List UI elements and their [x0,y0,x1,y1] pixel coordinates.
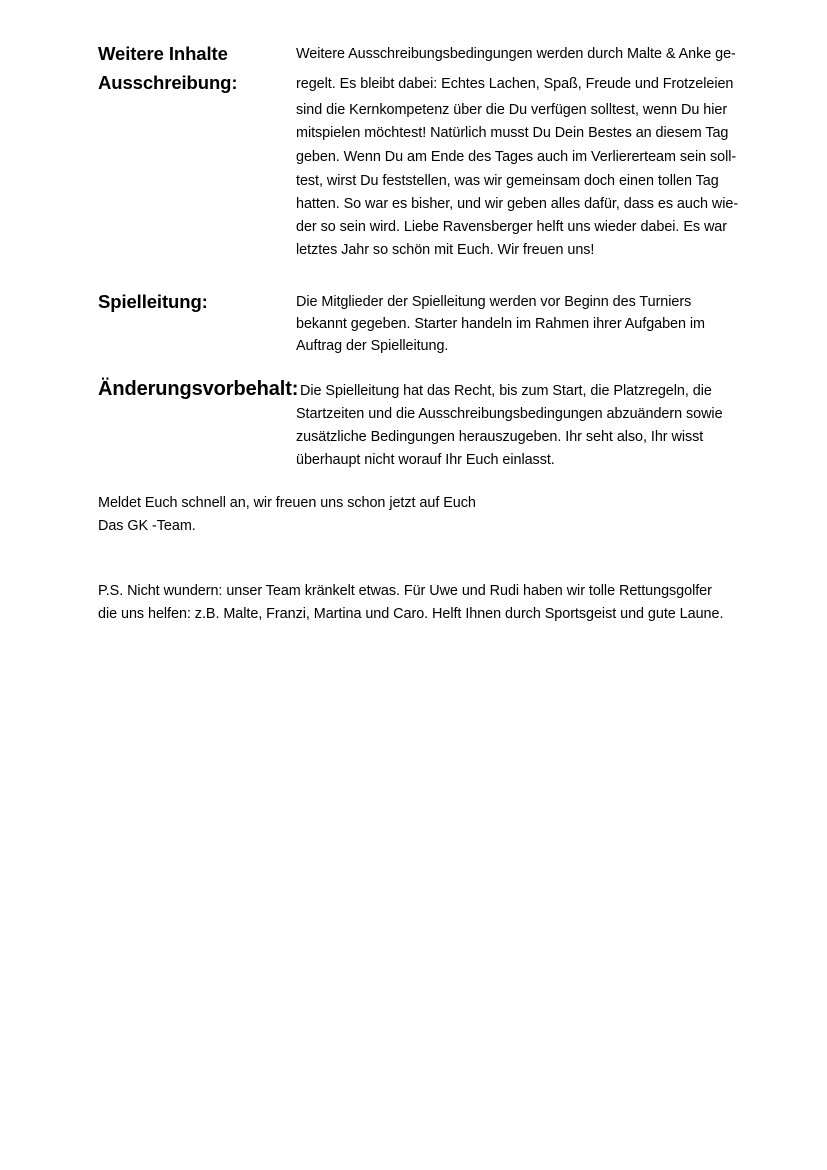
postscript-line: die uns helfen: z.B. Malte, Franzi, Martina und Caro. Helft Ihnen durch Sportsgeist und gute Laune. [98,606,724,622]
paragraph-line: zusätzliche Bedingungen herauszugeben. Ihr seht also, Ihr wisst [296,429,704,445]
section-heading-aenderungsvorbehalt: Änderungsvorbehalt: [98,378,299,400]
paragraph-line: Auftrag der Spielleitung. [296,338,449,354]
paragraph-line: hatten. So war es bisher, und wir geben alles dafür, dass es auch wie- [296,196,739,212]
paragraph-line: Die Mitglieder der Spielleitung werden vor Beginn des Turniers [296,294,692,310]
paragraph-line: regelt. Es bleibt dabei: Echtes Lachen, Spaß, Freude und Frotzeleien [296,76,734,92]
paragraph-line: geben. Wenn Du am Ende des Tages auch im Verliererteam sein soll- [296,149,737,165]
postscript-line: P.S. Nicht wundern: unser Team kränkelt etwas. Für Uwe und Rudi haben wir tolle Rettungsgolfer [98,583,712,599]
paragraph-line: Weitere Ausschreibungsbedingungen werden durch Malte & Anke ge- [296,46,736,62]
paragraph-line: mitspielen möchtest! Natürlich musst Du Dein Bestes an diesem Tag [296,125,729,141]
paragraph-line: sind die Kernkompetenz über die Du verfügen solltest, wenn Du hier [296,102,728,118]
section-heading-weitere-inhalte: Weitere Inhalte [98,43,228,64]
paragraph-line: Die Spielleitung hat das Recht, bis zum Start, die Platzregeln, die [300,383,712,399]
signature-line: Das GK -Team. [98,518,196,534]
paragraph-line: Startzeiten und die Ausschreibungsbedingungen abzuändern sowie [296,406,723,422]
section-heading-spielleitung: Spielleitung: [98,291,208,312]
closing-line: Meldet Euch schnell an, wir freuen uns schon jetzt auf Euch [98,495,476,511]
paragraph-line: der so sein wird. Liebe Ravensberger helft uns wieder dabei. Es war [296,219,727,235]
paragraph-line: überhaupt nicht worauf Ihr Euch einlasst. [296,452,555,468]
paragraph-line: test, wirst Du feststellen, was wir gemeinsam doch einen tollen Tag [296,173,719,189]
paragraph-line: bekannt gegeben. Starter handeln im Rahmen ihrer Aufgaben im [296,316,705,332]
section-heading-ausschreibung: Ausschreibung: [98,72,238,93]
paragraph-line: letztes Jahr so schön mit Euch. Wir freuen uns! [296,242,595,258]
